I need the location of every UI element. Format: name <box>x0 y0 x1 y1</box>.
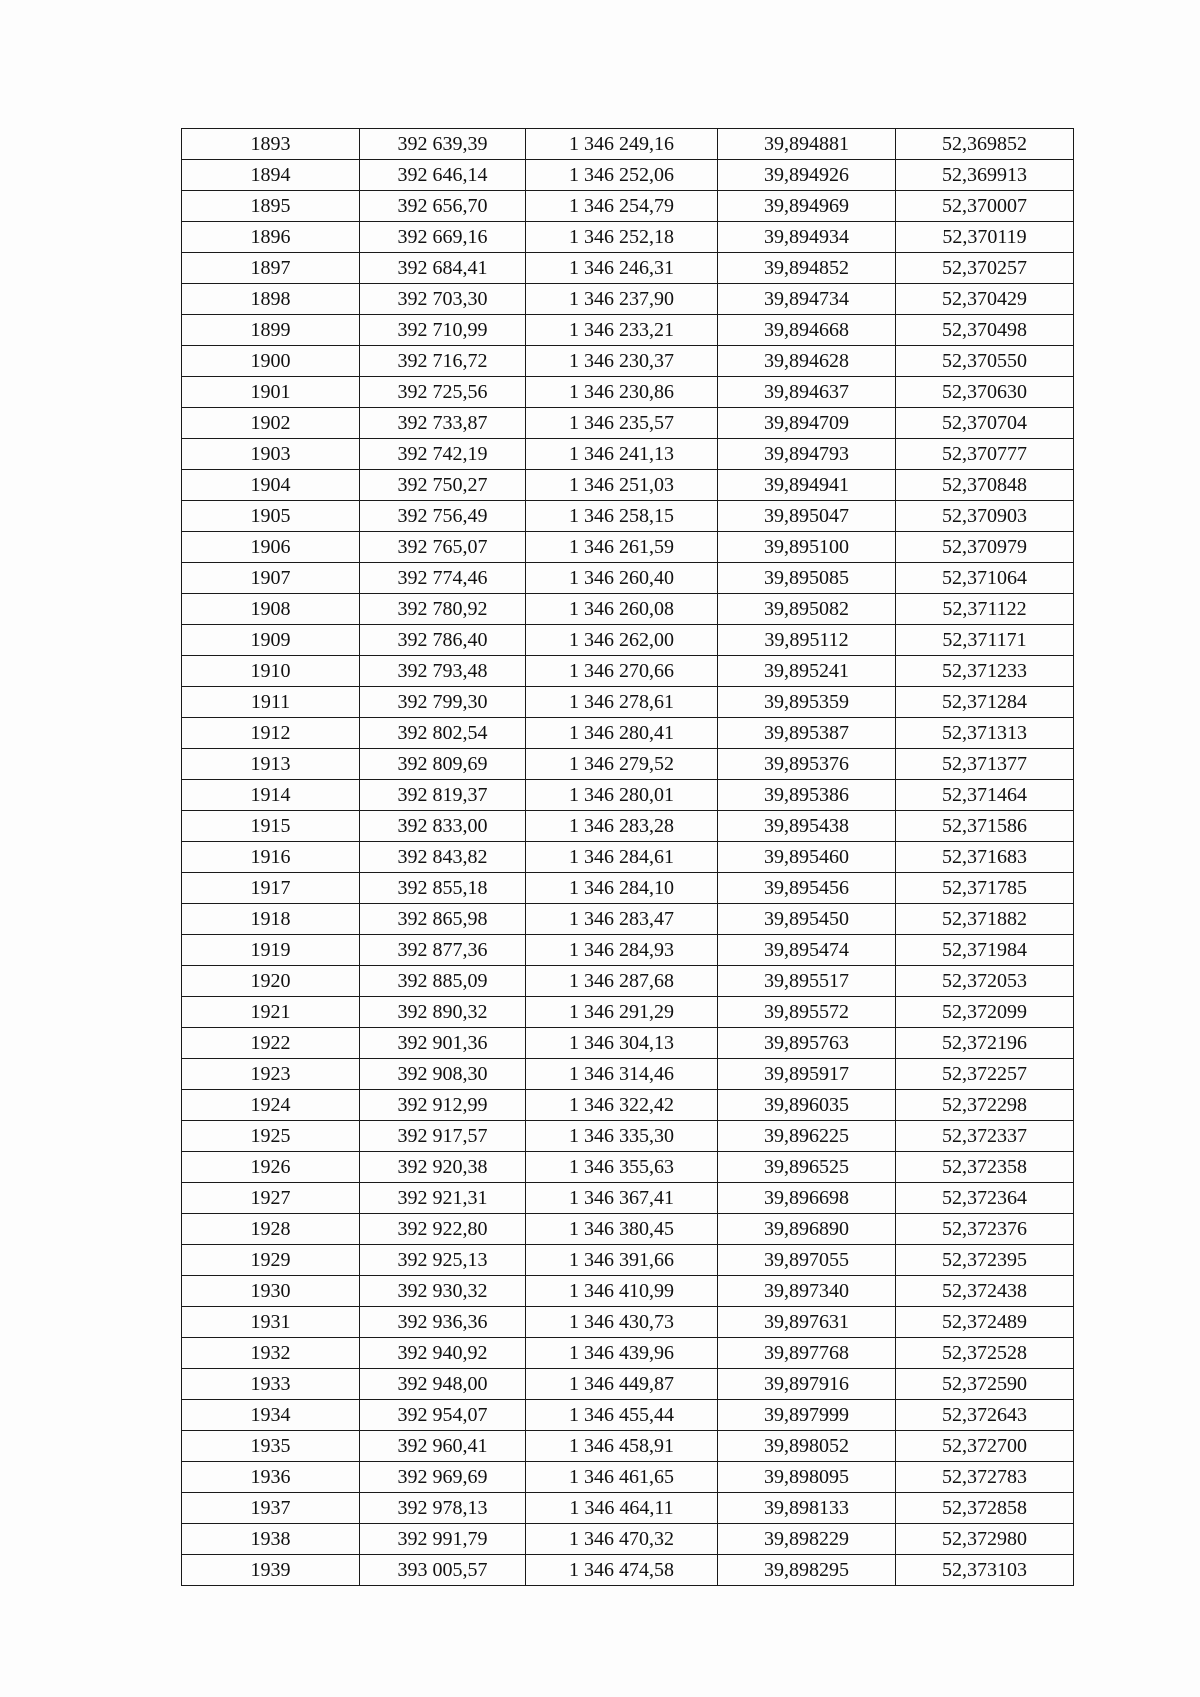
point-number-cell: 1938 <box>182 1524 360 1555</box>
x-coordinate-cell: 392 930,32 <box>360 1276 526 1307</box>
coordinates-table <box>181 128 1074 1586</box>
longitude-cell: 52,370704 <box>896 408 1074 439</box>
latitude-cell: 39,898133 <box>718 1493 896 1524</box>
point-number-cell: 1895 <box>182 191 360 222</box>
point-number-cell: 1898 <box>182 284 360 315</box>
latitude-cell: 39,898095 <box>718 1462 896 1493</box>
y-coordinate-cell: 1 346 284,93 <box>526 935 718 966</box>
table-row <box>182 1028 1074 1059</box>
latitude-cell: 39,898229 <box>718 1524 896 1555</box>
table-row <box>182 935 1074 966</box>
latitude-cell: 39,895387 <box>718 718 896 749</box>
y-coordinate-cell: 1 346 470,32 <box>526 1524 718 1555</box>
table-row <box>182 997 1074 1028</box>
y-coordinate-cell: 1 346 237,90 <box>526 284 718 315</box>
table-row <box>182 470 1074 501</box>
longitude-cell: 52,371785 <box>896 873 1074 904</box>
y-coordinate-cell: 1 346 439,96 <box>526 1338 718 1369</box>
point-number-cell: 1907 <box>182 563 360 594</box>
table-row <box>182 377 1074 408</box>
table-row <box>182 656 1074 687</box>
longitude-cell: 52,372489 <box>896 1307 1074 1338</box>
y-coordinate-cell: 1 346 391,66 <box>526 1245 718 1276</box>
point-number-cell: 1929 <box>182 1245 360 1276</box>
longitude-cell: 52,370848 <box>896 470 1074 501</box>
latitude-cell: 39,895917 <box>718 1059 896 1090</box>
y-coordinate-cell: 1 346 455,44 <box>526 1400 718 1431</box>
y-coordinate-cell: 1 346 380,45 <box>526 1214 718 1245</box>
y-coordinate-cell: 1 346 284,10 <box>526 873 718 904</box>
longitude-cell: 52,371377 <box>896 749 1074 780</box>
latitude-cell: 39,894709 <box>718 408 896 439</box>
y-coordinate-cell: 1 346 284,61 <box>526 842 718 873</box>
y-coordinate-cell: 1 346 430,73 <box>526 1307 718 1338</box>
longitude-cell: 52,372438 <box>896 1276 1074 1307</box>
latitude-cell: 39,898295 <box>718 1555 896 1586</box>
latitude-cell: 39,897340 <box>718 1276 896 1307</box>
latitude-cell: 39,897999 <box>718 1400 896 1431</box>
table-row <box>182 408 1074 439</box>
longitude-cell: 52,372643 <box>896 1400 1074 1431</box>
point-number-cell: 1905 <box>182 501 360 532</box>
point-number-cell: 1901 <box>182 377 360 408</box>
x-coordinate-cell: 392 925,13 <box>360 1245 526 1276</box>
table-row <box>182 129 1074 160</box>
x-coordinate-cell: 392 948,00 <box>360 1369 526 1400</box>
y-coordinate-cell: 1 346 474,58 <box>526 1555 718 1586</box>
x-coordinate-cell: 392 901,36 <box>360 1028 526 1059</box>
latitude-cell: 39,894941 <box>718 470 896 501</box>
x-coordinate-cell: 393 005,57 <box>360 1555 526 1586</box>
x-coordinate-cell: 392 960,41 <box>360 1431 526 1462</box>
longitude-cell: 52,370498 <box>896 315 1074 346</box>
x-coordinate-cell: 392 786,40 <box>360 625 526 656</box>
point-number-cell: 1908 <box>182 594 360 625</box>
x-coordinate-cell: 392 917,57 <box>360 1121 526 1152</box>
longitude-cell: 52,371586 <box>896 811 1074 842</box>
table-row <box>182 842 1074 873</box>
longitude-cell: 52,372528 <box>896 1338 1074 1369</box>
y-coordinate-cell: 1 346 230,37 <box>526 346 718 377</box>
latitude-cell: 39,895456 <box>718 873 896 904</box>
point-number-cell: 1914 <box>182 780 360 811</box>
x-coordinate-cell: 392 756,49 <box>360 501 526 532</box>
x-coordinate-cell: 392 865,98 <box>360 904 526 935</box>
x-coordinate-cell: 392 639,39 <box>360 129 526 160</box>
longitude-cell: 52,372099 <box>896 997 1074 1028</box>
point-number-cell: 1906 <box>182 532 360 563</box>
y-coordinate-cell: 1 346 449,87 <box>526 1369 718 1400</box>
latitude-cell: 39,896225 <box>718 1121 896 1152</box>
table-row <box>182 253 1074 284</box>
point-number-cell: 1896 <box>182 222 360 253</box>
x-coordinate-cell: 392 969,69 <box>360 1462 526 1493</box>
x-coordinate-cell: 392 669,16 <box>360 222 526 253</box>
latitude-cell: 39,895474 <box>718 935 896 966</box>
longitude-cell: 52,370979 <box>896 532 1074 563</box>
y-coordinate-cell: 1 346 367,41 <box>526 1183 718 1214</box>
table-row <box>182 718 1074 749</box>
latitude-cell: 39,897055 <box>718 1245 896 1276</box>
point-number-cell: 1934 <box>182 1400 360 1431</box>
point-number-cell: 1923 <box>182 1059 360 1090</box>
table-row <box>182 1493 1074 1524</box>
longitude-cell: 52,371464 <box>896 780 1074 811</box>
point-number-cell: 1933 <box>182 1369 360 1400</box>
latitude-cell: 39,894668 <box>718 315 896 346</box>
x-coordinate-cell: 392 843,82 <box>360 842 526 873</box>
y-coordinate-cell: 1 346 278,61 <box>526 687 718 718</box>
x-coordinate-cell: 392 793,48 <box>360 656 526 687</box>
longitude-cell: 52,370119 <box>896 222 1074 253</box>
table-row <box>182 1059 1074 1090</box>
longitude-cell: 52,370429 <box>896 284 1074 315</box>
point-number-cell: 1924 <box>182 1090 360 1121</box>
longitude-cell: 52,371284 <box>896 687 1074 718</box>
longitude-cell: 52,372358 <box>896 1152 1074 1183</box>
point-number-cell: 1939 <box>182 1555 360 1586</box>
longitude-cell: 52,372364 <box>896 1183 1074 1214</box>
latitude-cell: 39,895517 <box>718 966 896 997</box>
point-number-cell: 1912 <box>182 718 360 749</box>
point-number-cell: 1893 <box>182 129 360 160</box>
x-coordinate-cell: 392 703,30 <box>360 284 526 315</box>
longitude-cell: 52,371122 <box>896 594 1074 625</box>
y-coordinate-cell: 1 346 252,06 <box>526 160 718 191</box>
x-coordinate-cell: 392 819,37 <box>360 780 526 811</box>
x-coordinate-cell: 392 922,80 <box>360 1214 526 1245</box>
table-row <box>182 532 1074 563</box>
longitude-cell: 52,372337 <box>896 1121 1074 1152</box>
x-coordinate-cell: 392 646,14 <box>360 160 526 191</box>
latitude-cell: 39,895376 <box>718 749 896 780</box>
latitude-cell: 39,894969 <box>718 191 896 222</box>
table-row <box>182 191 1074 222</box>
table-row <box>182 687 1074 718</box>
point-number-cell: 1921 <box>182 997 360 1028</box>
x-coordinate-cell: 392 742,19 <box>360 439 526 470</box>
table-row <box>182 160 1074 191</box>
point-number-cell: 1931 <box>182 1307 360 1338</box>
x-coordinate-cell: 392 954,07 <box>360 1400 526 1431</box>
point-number-cell: 1937 <box>182 1493 360 1524</box>
point-number-cell: 1913 <box>182 749 360 780</box>
table-row <box>182 1400 1074 1431</box>
latitude-cell: 39,894934 <box>718 222 896 253</box>
point-number-cell: 1910 <box>182 656 360 687</box>
point-number-cell: 1911 <box>182 687 360 718</box>
y-coordinate-cell: 1 346 279,52 <box>526 749 718 780</box>
point-number-cell: 1927 <box>182 1183 360 1214</box>
table-row <box>182 1152 1074 1183</box>
x-coordinate-cell: 392 809,69 <box>360 749 526 780</box>
x-coordinate-cell: 392 978,13 <box>360 1493 526 1524</box>
table-row <box>182 1183 1074 1214</box>
x-coordinate-cell: 392 921,31 <box>360 1183 526 1214</box>
table-row <box>182 594 1074 625</box>
point-number-cell: 1900 <box>182 346 360 377</box>
point-number-cell: 1917 <box>182 873 360 904</box>
latitude-cell: 39,895450 <box>718 904 896 935</box>
longitude-cell: 52,372395 <box>896 1245 1074 1276</box>
longitude-cell: 52,372590 <box>896 1369 1074 1400</box>
latitude-cell: 39,897631 <box>718 1307 896 1338</box>
y-coordinate-cell: 1 346 464,11 <box>526 1493 718 1524</box>
y-coordinate-cell: 1 346 283,47 <box>526 904 718 935</box>
y-coordinate-cell: 1 346 280,01 <box>526 780 718 811</box>
x-coordinate-cell: 392 855,18 <box>360 873 526 904</box>
latitude-cell: 39,896525 <box>718 1152 896 1183</box>
y-coordinate-cell: 1 346 254,79 <box>526 191 718 222</box>
longitude-cell: 52,370007 <box>896 191 1074 222</box>
latitude-cell: 39,895112 <box>718 625 896 656</box>
longitude-cell: 52,371683 <box>896 842 1074 873</box>
latitude-cell: 39,898052 <box>718 1431 896 1462</box>
latitude-cell: 39,896890 <box>718 1214 896 1245</box>
table-row <box>182 904 1074 935</box>
x-coordinate-cell: 392 733,87 <box>360 408 526 439</box>
latitude-cell: 39,895438 <box>718 811 896 842</box>
table-row <box>182 1307 1074 1338</box>
latitude-cell: 39,895241 <box>718 656 896 687</box>
y-coordinate-cell: 1 346 251,03 <box>526 470 718 501</box>
table-row <box>182 1276 1074 1307</box>
latitude-cell: 39,895082 <box>718 594 896 625</box>
point-number-cell: 1909 <box>182 625 360 656</box>
longitude-cell: 52,370550 <box>896 346 1074 377</box>
longitude-cell: 52,370257 <box>896 253 1074 284</box>
x-coordinate-cell: 392 656,70 <box>360 191 526 222</box>
longitude-cell: 52,369852 <box>896 129 1074 160</box>
point-number-cell: 1935 <box>182 1431 360 1462</box>
longitude-cell: 52,371984 <box>896 935 1074 966</box>
table-row <box>182 749 1074 780</box>
point-number-cell: 1894 <box>182 160 360 191</box>
y-coordinate-cell: 1 346 246,31 <box>526 253 718 284</box>
longitude-cell: 52,372700 <box>896 1431 1074 1462</box>
y-coordinate-cell: 1 346 230,86 <box>526 377 718 408</box>
table-row <box>182 811 1074 842</box>
latitude-cell: 39,895047 <box>718 501 896 532</box>
y-coordinate-cell: 1 346 458,91 <box>526 1431 718 1462</box>
y-coordinate-cell: 1 346 322,42 <box>526 1090 718 1121</box>
latitude-cell: 39,894852 <box>718 253 896 284</box>
y-coordinate-cell: 1 346 355,63 <box>526 1152 718 1183</box>
y-coordinate-cell: 1 346 260,40 <box>526 563 718 594</box>
y-coordinate-cell: 1 346 241,13 <box>526 439 718 470</box>
latitude-cell: 39,895359 <box>718 687 896 718</box>
y-coordinate-cell: 1 346 291,29 <box>526 997 718 1028</box>
table-row <box>182 346 1074 377</box>
table-row <box>182 873 1074 904</box>
table-row <box>182 1090 1074 1121</box>
point-number-cell: 1916 <box>182 842 360 873</box>
x-coordinate-cell: 392 684,41 <box>360 253 526 284</box>
latitude-cell: 39,896698 <box>718 1183 896 1214</box>
table-row <box>182 439 1074 470</box>
latitude-cell: 39,895460 <box>718 842 896 873</box>
point-number-cell: 1903 <box>182 439 360 470</box>
y-coordinate-cell: 1 346 304,13 <box>526 1028 718 1059</box>
latitude-cell: 39,895085 <box>718 563 896 594</box>
y-coordinate-cell: 1 346 410,99 <box>526 1276 718 1307</box>
table-row <box>182 1214 1074 1245</box>
latitude-cell: 39,894793 <box>718 439 896 470</box>
table-row <box>182 780 1074 811</box>
latitude-cell: 39,894881 <box>718 129 896 160</box>
point-number-cell: 1925 <box>182 1121 360 1152</box>
latitude-cell: 39,894637 <box>718 377 896 408</box>
x-coordinate-cell: 392 765,07 <box>360 532 526 563</box>
x-coordinate-cell: 392 991,79 <box>360 1524 526 1555</box>
longitude-cell: 52,370777 <box>896 439 1074 470</box>
point-number-cell: 1899 <box>182 315 360 346</box>
table-row <box>182 966 1074 997</box>
table-row <box>182 284 1074 315</box>
point-number-cell: 1930 <box>182 1276 360 1307</box>
x-coordinate-cell: 392 799,30 <box>360 687 526 718</box>
x-coordinate-cell: 392 912,99 <box>360 1090 526 1121</box>
latitude-cell: 39,897916 <box>718 1369 896 1400</box>
longitude-cell: 52,372783 <box>896 1462 1074 1493</box>
y-coordinate-cell: 1 346 260,08 <box>526 594 718 625</box>
x-coordinate-cell: 392 716,72 <box>360 346 526 377</box>
y-coordinate-cell: 1 346 270,66 <box>526 656 718 687</box>
longitude-cell: 52,372053 <box>896 966 1074 997</box>
x-coordinate-cell: 392 802,54 <box>360 718 526 749</box>
table-row <box>182 1431 1074 1462</box>
table-row <box>182 1369 1074 1400</box>
x-coordinate-cell: 392 780,92 <box>360 594 526 625</box>
table-row <box>182 222 1074 253</box>
y-coordinate-cell: 1 346 262,00 <box>526 625 718 656</box>
table-row <box>182 625 1074 656</box>
y-coordinate-cell: 1 346 252,18 <box>526 222 718 253</box>
y-coordinate-cell: 1 346 287,68 <box>526 966 718 997</box>
longitude-cell: 52,372980 <box>896 1524 1074 1555</box>
x-coordinate-cell: 392 710,99 <box>360 315 526 346</box>
longitude-cell: 52,371233 <box>896 656 1074 687</box>
latitude-cell: 39,897768 <box>718 1338 896 1369</box>
latitude-cell: 39,895386 <box>718 780 896 811</box>
y-coordinate-cell: 1 346 283,28 <box>526 811 718 842</box>
point-number-cell: 1928 <box>182 1214 360 1245</box>
x-coordinate-cell: 392 725,56 <box>360 377 526 408</box>
latitude-cell: 39,895763 <box>718 1028 896 1059</box>
y-coordinate-cell: 1 346 280,41 <box>526 718 718 749</box>
x-coordinate-cell: 392 885,09 <box>360 966 526 997</box>
point-number-cell: 1922 <box>182 1028 360 1059</box>
x-coordinate-cell: 392 890,32 <box>360 997 526 1028</box>
longitude-cell: 52,373103 <box>896 1555 1074 1586</box>
x-coordinate-cell: 392 774,46 <box>360 563 526 594</box>
latitude-cell: 39,896035 <box>718 1090 896 1121</box>
table-row <box>182 315 1074 346</box>
y-coordinate-cell: 1 346 335,30 <box>526 1121 718 1152</box>
latitude-cell: 39,894926 <box>718 160 896 191</box>
point-number-cell: 1932 <box>182 1338 360 1369</box>
table-row <box>182 1338 1074 1369</box>
y-coordinate-cell: 1 346 235,57 <box>526 408 718 439</box>
point-number-cell: 1926 <box>182 1152 360 1183</box>
x-coordinate-cell: 392 750,27 <box>360 470 526 501</box>
point-number-cell: 1918 <box>182 904 360 935</box>
longitude-cell: 52,371313 <box>896 718 1074 749</box>
point-number-cell: 1936 <box>182 1462 360 1493</box>
longitude-cell: 52,372257 <box>896 1059 1074 1090</box>
point-number-cell: 1915 <box>182 811 360 842</box>
longitude-cell: 52,370903 <box>896 501 1074 532</box>
y-coordinate-cell: 1 346 461,65 <box>526 1462 718 1493</box>
table-row <box>182 1121 1074 1152</box>
longitude-cell: 52,371171 <box>896 625 1074 656</box>
coordinates-table-body <box>182 129 1074 1586</box>
point-number-cell: 1902 <box>182 408 360 439</box>
latitude-cell: 39,894734 <box>718 284 896 315</box>
table-row <box>182 1462 1074 1493</box>
latitude-cell: 39,895100 <box>718 532 896 563</box>
longitude-cell: 52,371064 <box>896 563 1074 594</box>
y-coordinate-cell: 1 346 233,21 <box>526 315 718 346</box>
x-coordinate-cell: 392 833,00 <box>360 811 526 842</box>
longitude-cell: 52,372196 <box>896 1028 1074 1059</box>
longitude-cell: 52,369913 <box>896 160 1074 191</box>
longitude-cell: 52,370630 <box>896 377 1074 408</box>
table-row <box>182 501 1074 532</box>
longitude-cell: 52,372858 <box>896 1493 1074 1524</box>
longitude-cell: 52,371882 <box>896 904 1074 935</box>
longitude-cell: 52,372376 <box>896 1214 1074 1245</box>
y-coordinate-cell: 1 346 314,46 <box>526 1059 718 1090</box>
y-coordinate-cell: 1 346 258,15 <box>526 501 718 532</box>
latitude-cell: 39,894628 <box>718 346 896 377</box>
point-number-cell: 1920 <box>182 966 360 997</box>
point-number-cell: 1904 <box>182 470 360 501</box>
latitude-cell: 39,895572 <box>718 997 896 1028</box>
table-row <box>182 1245 1074 1276</box>
x-coordinate-cell: 392 940,92 <box>360 1338 526 1369</box>
x-coordinate-cell: 392 936,36 <box>360 1307 526 1338</box>
x-coordinate-cell: 392 920,38 <box>360 1152 526 1183</box>
y-coordinate-cell: 1 346 249,16 <box>526 129 718 160</box>
point-number-cell: 1919 <box>182 935 360 966</box>
longitude-cell: 52,372298 <box>896 1090 1074 1121</box>
x-coordinate-cell: 392 908,30 <box>360 1059 526 1090</box>
x-coordinate-cell: 392 877,36 <box>360 935 526 966</box>
point-number-cell: 1897 <box>182 253 360 284</box>
table-row <box>182 1524 1074 1555</box>
table-row <box>182 563 1074 594</box>
y-coordinate-cell: 1 346 261,59 <box>526 532 718 563</box>
table-row <box>182 1555 1074 1586</box>
